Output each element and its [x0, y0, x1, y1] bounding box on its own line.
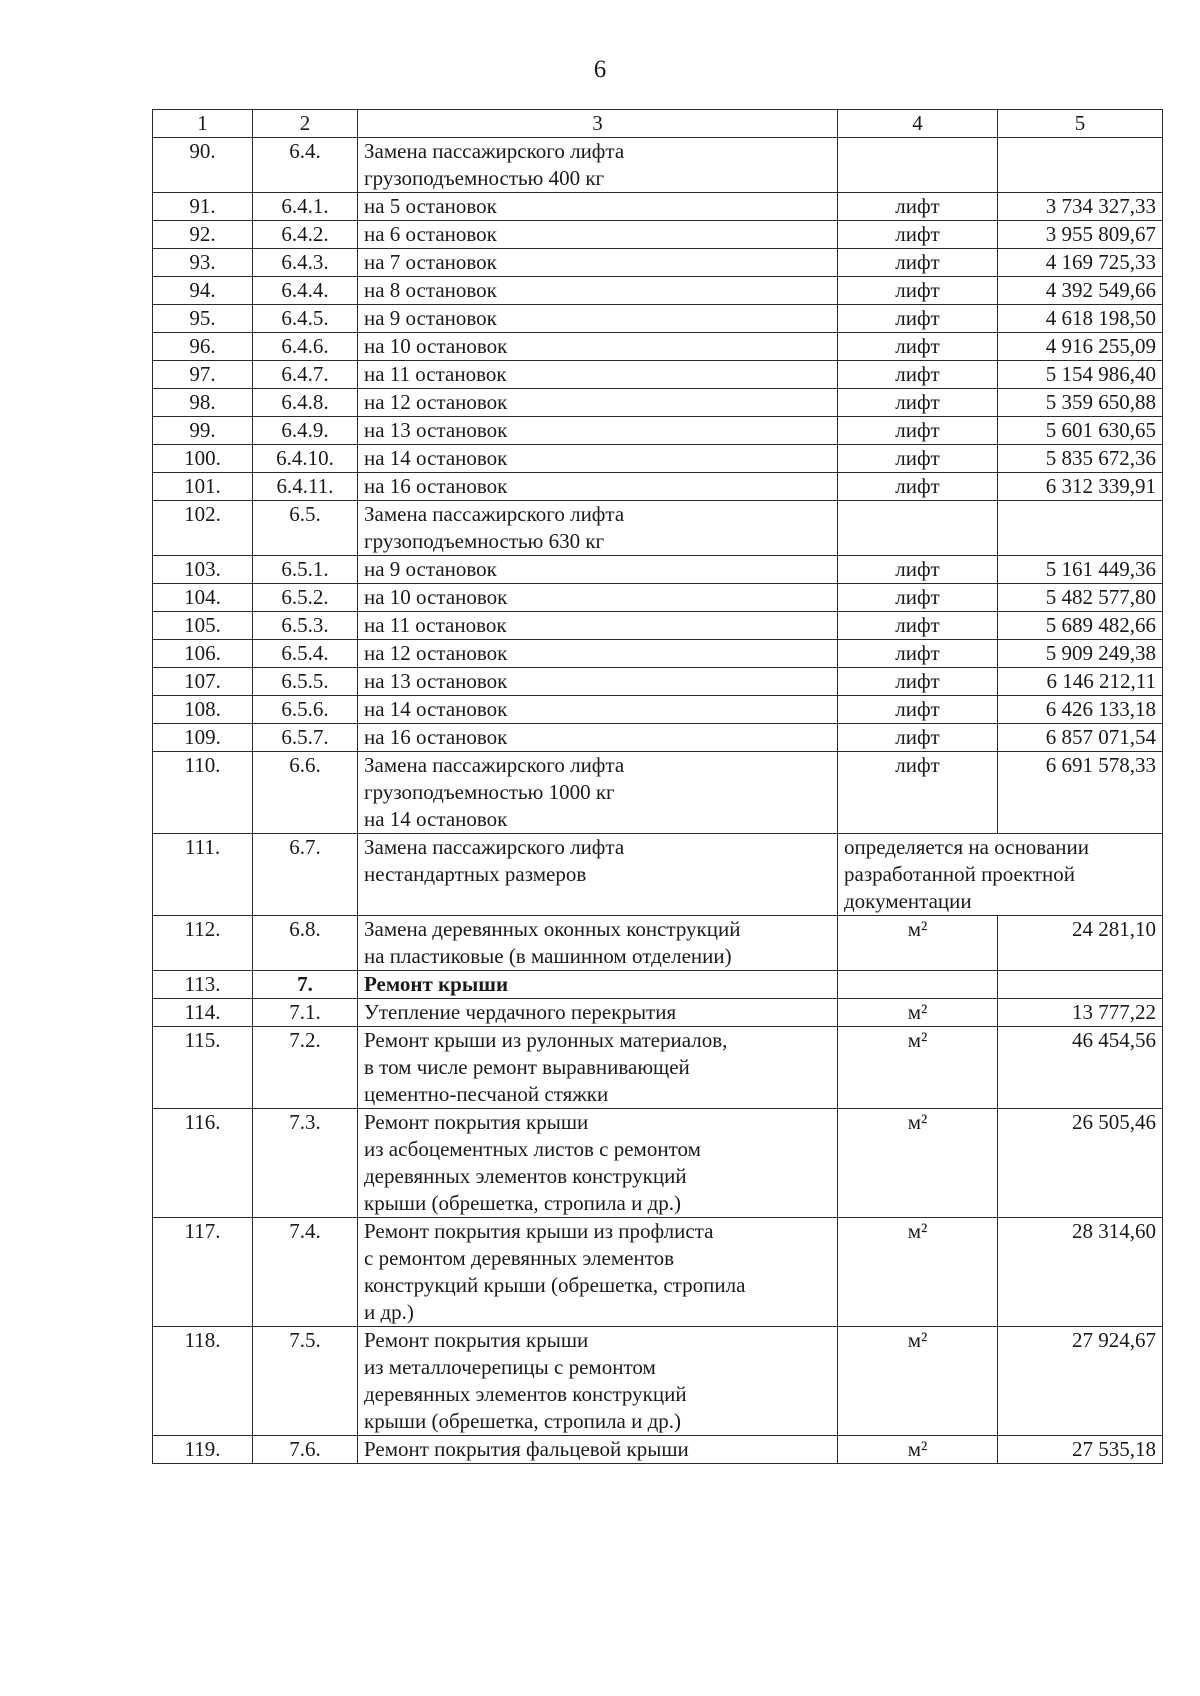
row-number: 90. — [153, 138, 253, 193]
row-code: 6.4.5. — [253, 305, 358, 333]
row-description: на 12 остановок — [358, 389, 838, 417]
row-unit: лифт — [838, 277, 998, 305]
row-unit — [838, 138, 998, 193]
row-code: 6.4.7. — [253, 361, 358, 389]
row-value — [998, 501, 1163, 556]
row-description: на 12 остановок — [358, 640, 838, 668]
row-unit: м² — [838, 1327, 998, 1436]
row-value: 24 281,10 — [998, 916, 1163, 971]
row-value: 26 505,46 — [998, 1109, 1163, 1218]
row-code: 6.5.1. — [253, 556, 358, 584]
table-row — [153, 999, 1163, 1027]
table-row — [153, 361, 1163, 389]
row-description: на 7 остановок — [358, 249, 838, 277]
row-value: 6 146 212,11 — [998, 668, 1163, 696]
row-number: 93. — [153, 249, 253, 277]
row-number: 112. — [153, 916, 253, 971]
row-description: на 14 остановок — [358, 445, 838, 473]
row-code: 6.5. — [253, 501, 358, 556]
row-description: на 9 остановок — [358, 556, 838, 584]
row-value: 4 169 725,33 — [998, 249, 1163, 277]
header-cell-5: 5 — [998, 110, 1163, 138]
table-row — [153, 1436, 1163, 1464]
row-unit: лифт — [838, 724, 998, 752]
row-number: 102. — [153, 501, 253, 556]
row-description: Ремонт крыши — [358, 971, 838, 999]
row-number: 96. — [153, 333, 253, 361]
row-unit: м² — [838, 1109, 998, 1218]
row-number: 94. — [153, 277, 253, 305]
row-code: 6.5.3. — [253, 612, 358, 640]
header-cell-4: 4 — [838, 110, 998, 138]
row-description: на 11 остановок — [358, 612, 838, 640]
row-code: 6.4.9. — [253, 417, 358, 445]
row-description: Ремонт покрытия крыши из асбоцементных листов с ремонтом деревянных элементов конструкций крыши (обрешетка, стропила и др.) — [358, 1109, 838, 1218]
table-row — [153, 640, 1163, 668]
header-cell-2: 2 — [253, 110, 358, 138]
table-row — [153, 221, 1163, 249]
row-value: 5 161 449,36 — [998, 556, 1163, 584]
row-unit: лифт — [838, 249, 998, 277]
row-code: 7. — [253, 971, 358, 999]
row-code: 7.5. — [253, 1327, 358, 1436]
row-code: 7.2. — [253, 1027, 358, 1109]
row-description: Ремонт крыши из рулонных материалов, в том числе ремонт выравнивающей цементно-песчаной стяжки — [358, 1027, 838, 1109]
row-description: на 14 остановок — [358, 696, 838, 724]
row-description: Замена пассажирского лифта грузоподъемностью 400 кг — [358, 138, 838, 193]
row-code: 7.3. — [253, 1109, 358, 1218]
row-number: 99. — [153, 417, 253, 445]
row-unit: м² — [838, 1218, 998, 1327]
row-value: 27 924,67 — [998, 1327, 1163, 1436]
table-row — [153, 193, 1163, 221]
row-code: 6.5.4. — [253, 640, 358, 668]
row-unit: м² — [838, 1436, 998, 1464]
row-value: 5 359 650,88 — [998, 389, 1163, 417]
row-value: 4 916 255,09 — [998, 333, 1163, 361]
row-value — [998, 138, 1163, 193]
row-description: Замена пассажирского лифта нестандартных размеров — [358, 834, 838, 916]
row-value: 27 535,18 — [998, 1436, 1163, 1464]
row-number: 98. — [153, 389, 253, 417]
row-value: 5 909 249,38 — [998, 640, 1163, 668]
row-unit: лифт — [838, 333, 998, 361]
table-row — [153, 612, 1163, 640]
row-description: Замена пассажирского лифта грузоподъемностью 630 кг — [358, 501, 838, 556]
table-row — [153, 971, 1163, 999]
row-number: 108. — [153, 696, 253, 724]
table-row — [153, 138, 1163, 193]
row-value: 6 426 133,18 — [998, 696, 1163, 724]
row-value: 5 482 577,80 — [998, 584, 1163, 612]
table-row — [153, 696, 1163, 724]
row-code: 6.8. — [253, 916, 358, 971]
row-description: Ремонт покрытия крыши из металлочерепицы с ремонтом деревянных элементов конструкций крыши (обрешетка, стропила и др.) — [358, 1327, 838, 1436]
row-value: 28 314,60 — [998, 1218, 1163, 1327]
row-description: на 16 остановок — [358, 473, 838, 501]
row-description: на 6 остановок — [358, 221, 838, 249]
row-code: 6.5.7. — [253, 724, 358, 752]
row-code: 6.5.5. — [253, 668, 358, 696]
row-value: 3 955 809,67 — [998, 221, 1163, 249]
row-code: 6.4.6. — [253, 333, 358, 361]
row-code: 6.6. — [253, 752, 358, 834]
row-description: на 10 остановок — [358, 584, 838, 612]
row-value: 46 454,56 — [998, 1027, 1163, 1109]
table-row — [153, 1109, 1163, 1218]
row-code: 7.1. — [253, 999, 358, 1027]
row-code: 6.4.4. — [253, 277, 358, 305]
table-row — [153, 834, 1163, 916]
row-number: 91. — [153, 193, 253, 221]
row-unit — [838, 501, 998, 556]
row-code: 6.4. — [253, 138, 358, 193]
row-unit: лифт — [838, 445, 998, 473]
row-unit: лифт — [838, 696, 998, 724]
row-number: 103. — [153, 556, 253, 584]
row-description: Замена деревянных оконных конструкций на пластиковые (в машинном отделении) — [358, 916, 838, 971]
row-number: 113. — [153, 971, 253, 999]
row-number: 101. — [153, 473, 253, 501]
row-unit: лифт — [838, 640, 998, 668]
row-description: на 9 остановок — [358, 305, 838, 333]
table-row — [153, 389, 1163, 417]
table-row — [153, 249, 1163, 277]
row-value — [998, 971, 1163, 999]
page-number: 6 — [593, 56, 607, 83]
row-description: на 11 остановок — [358, 361, 838, 389]
row-number: 106. — [153, 640, 253, 668]
row-value: 5 601 630,65 — [998, 417, 1163, 445]
row-code: 7.4. — [253, 1218, 358, 1327]
row-code: 6.5.2. — [253, 584, 358, 612]
table-body — [153, 138, 1163, 1464]
row-value: 4 392 549,66 — [998, 277, 1163, 305]
row-number: 119. — [153, 1436, 253, 1464]
row-unit: м² — [838, 1027, 998, 1109]
row-number: 110. — [153, 752, 253, 834]
row-number: 114. — [153, 999, 253, 1027]
table-row — [153, 473, 1163, 501]
row-code: 6.4.10. — [253, 445, 358, 473]
table-row — [153, 1218, 1163, 1327]
row-value: 13 777,22 — [998, 999, 1163, 1027]
table-row — [153, 556, 1163, 584]
table-row — [153, 417, 1163, 445]
table-row — [153, 752, 1163, 834]
row-unit: лифт — [838, 612, 998, 640]
row-number: 111. — [153, 834, 253, 916]
row-number: 104. — [153, 584, 253, 612]
table-row — [153, 305, 1163, 333]
row-value: 6 857 071,54 — [998, 724, 1163, 752]
table-row — [153, 1327, 1163, 1436]
row-value: 4 618 198,50 — [998, 305, 1163, 333]
row-number: 117. — [153, 1218, 253, 1327]
row-number: 116. — [153, 1109, 253, 1218]
row-description: на 16 остановок — [358, 724, 838, 752]
row-unit: лифт — [838, 221, 998, 249]
row-description: на 8 остановок — [358, 277, 838, 305]
row-number: 97. — [153, 361, 253, 389]
row-description: на 13 остановок — [358, 417, 838, 445]
row-unit: лифт — [838, 305, 998, 333]
row-unit: лифт — [838, 556, 998, 584]
row-unit: лифт — [838, 668, 998, 696]
row-number: 107. — [153, 668, 253, 696]
table-row — [153, 501, 1163, 556]
row-unit: лифт — [838, 417, 998, 445]
header-cell-3: 3 — [358, 110, 838, 138]
row-number: 105. — [153, 612, 253, 640]
table-row — [153, 445, 1163, 473]
table-row — [153, 1027, 1163, 1109]
row-code: 7.6. — [253, 1436, 358, 1464]
row-unit: лифт — [838, 193, 998, 221]
row-number: 118. — [153, 1327, 253, 1436]
row-description: на 5 остановок — [358, 193, 838, 221]
row-description: Утепление чердачного перекрытия — [358, 999, 838, 1027]
row-description: Ремонт покрытия фальцевой крыши — [358, 1436, 838, 1464]
row-value: 6 312 339,91 — [998, 473, 1163, 501]
row-code: 6.4.2. — [253, 221, 358, 249]
row-code: 6.7. — [253, 834, 358, 916]
table-row — [153, 333, 1163, 361]
row-number: 92. — [153, 221, 253, 249]
row-number: 100. — [153, 445, 253, 473]
table-row — [153, 584, 1163, 612]
row-description: Ремонт покрытия крыши из профлиста с ремонтом деревянных элементов конструкций крыши (обрешетка, стропила и др.) — [358, 1218, 838, 1327]
row-unit: лифт — [838, 584, 998, 612]
row-unit: лифт — [838, 361, 998, 389]
table-row — [153, 916, 1163, 971]
row-value: 6 691 578,33 — [998, 752, 1163, 834]
header-cell-1: 1 — [153, 110, 253, 138]
row-unit: лифт — [838, 473, 998, 501]
row-unit: м² — [838, 916, 998, 971]
table-row — [153, 724, 1163, 752]
row-description: на 10 остановок — [358, 333, 838, 361]
row-value: 3 734 327,33 — [998, 193, 1163, 221]
row-unit — [838, 971, 998, 999]
row-description: на 13 остановок — [358, 668, 838, 696]
row-code: 6.4.1. — [253, 193, 358, 221]
row-code: 6.4.8. — [253, 389, 358, 417]
row-unit: лифт — [838, 752, 998, 834]
row-description: Замена пассажирского лифта грузоподъемностью 1000 кг на 14 остановок — [358, 752, 838, 834]
row-unit: лифт — [838, 389, 998, 417]
row-code: 6.4.11. — [253, 473, 358, 501]
row-code: 6.4.3. — [253, 249, 358, 277]
row-number: 95. — [153, 305, 253, 333]
row-note: определяется на основании разработанной проектной документации — [838, 834, 1163, 916]
row-unit: м² — [838, 999, 998, 1027]
row-number: 115. — [153, 1027, 253, 1109]
row-value: 5 835 672,36 — [998, 445, 1163, 473]
row-code: 6.5.6. — [253, 696, 358, 724]
row-number: 109. — [153, 724, 253, 752]
row-value: 5 689 482,66 — [998, 612, 1163, 640]
row-value: 5 154 986,40 — [998, 361, 1163, 389]
table-row — [153, 277, 1163, 305]
table-header-row — [153, 110, 1163, 138]
price-table — [152, 109, 1163, 1464]
table-row — [153, 668, 1163, 696]
